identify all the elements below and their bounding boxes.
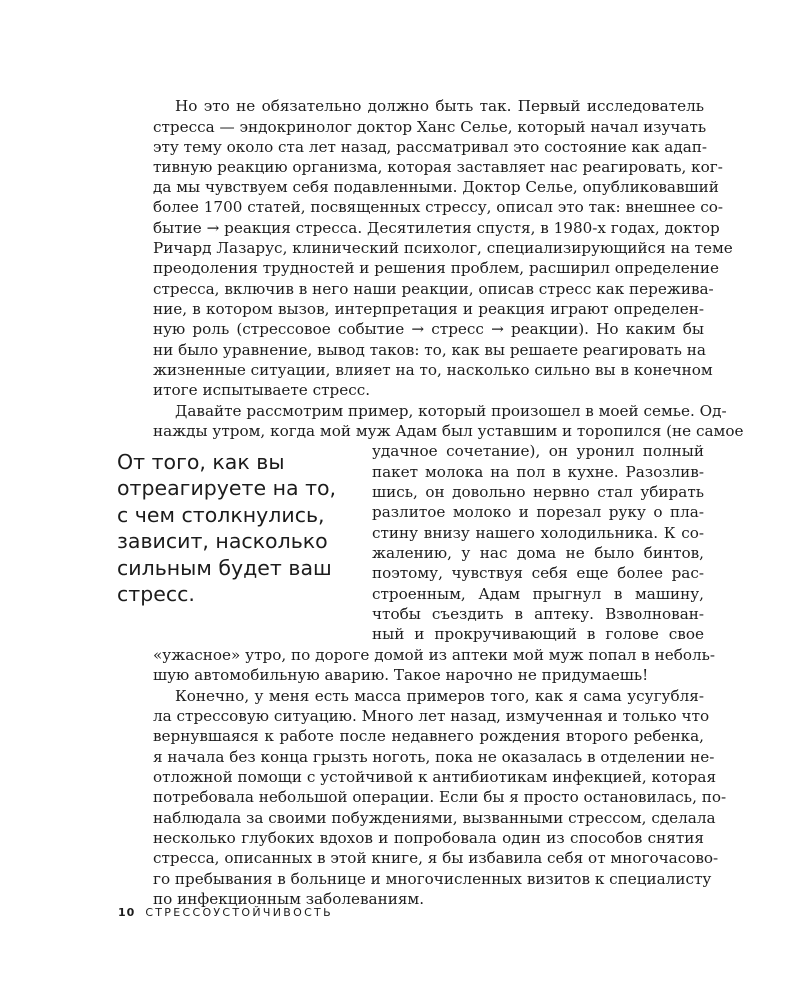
page-footer [118, 906, 333, 919]
body-line: удачное сочетание), он уронил полный [372, 442, 704, 460]
body-line: жизненные ситуации, влияет на то, насколько сильно вы в конечном [153, 361, 713, 379]
body-line: стресса, описанных в этой книге, я бы избавила себя от многочасово- [153, 849, 719, 867]
body-line: ный и прокручивающий в голове свое [372, 625, 704, 643]
body-line: по инфекционным заболеваниям. [153, 890, 425, 908]
running-title: СТРЕССОУСТОЙЧИВОСТЬ [145, 906, 333, 919]
body-line: более 1700 статей, посвященных стрессу, описал это так: внешнее со- [153, 198, 723, 216]
body-line: вернувшаяся к работе после недавнего рождения второго ребенка, [153, 727, 704, 745]
body-line: Ричард Лазарус, клинический психолог, специализирующийся на теме [153, 239, 733, 257]
body-line: чтобы съездить в аптеку. Взволнован- [372, 605, 704, 623]
body-line: несколько глубоких вдохов и попробовала один из способов снятия [153, 829, 704, 847]
body-line: итоге испытываете стресс. [153, 381, 371, 399]
body-line: эту тему около ста лет назад, рассматривал это состояние как адап- [153, 138, 708, 156]
body-line: Но это не обязательно должно быть так. Первый исследователь [175, 97, 704, 115]
body-line: строенным, Адам прыгнул в машину, [372, 585, 704, 603]
page-number: 10 [118, 906, 136, 919]
pull-quote [117, 449, 367, 607]
pull-quote-line: зависит, насколько [117, 529, 328, 554]
body-line: ную роль (стрессовое событие → стресс → реакции). Но каким бы [153, 320, 704, 338]
body-line: Давайте рассмотрим пример, который произошел в моей семье. Од- [175, 402, 727, 420]
body-line: преодоления трудностей и решения проблем, расширил определение [153, 259, 719, 277]
body-line: «ужасное» утро, по дороге домой из аптеки мой муж попал в неболь- [153, 646, 716, 664]
body-line: ние, в котором вызов, интерпретация и реакция играют определен- [153, 300, 704, 318]
pull-quote-line: отреагируете на то, [117, 476, 337, 501]
pull-quote-line: От того, как вы [117, 450, 285, 474]
body-line: поэтому, чувствуя себя еще более рас- [372, 564, 704, 582]
body-line: я начала без конца грызть ноготь, пока не оказалась в отделении не- [153, 748, 715, 766]
body-line: ла стрессовую ситуацию. Много лет назад, измученная и только что [153, 707, 710, 725]
body-line: шую автомобильную аварию. Такое нарочно не придумаешь! [153, 666, 649, 684]
body-line: шись, он довольно нервно стал убирать [372, 483, 704, 501]
body-line: да мы чувствуем себя подавленными. Доктор Селье, опубликовавший [153, 178, 719, 196]
body-line: стресса — эндокринолог доктор Ханс Селье, который начал изучать [153, 118, 707, 136]
body-line: бытие → реакция стресса. Десятилетия спустя, в 1980-х годах, доктор [153, 219, 720, 237]
body-line: разлитое молоко и порезал руку о пла- [372, 503, 704, 521]
pull-quote-line: стресс. [117, 581, 195, 606]
body-line: отложной помощи с устойчивой к антибиотикам инфекцией, которая [153, 768, 717, 786]
body-line: нажды утром, когда мой муж Адам был уставшим и торопился (не самое [153, 422, 744, 440]
body-line: стину внизу нашего холодильника. К со- [372, 524, 704, 542]
body-line: потребовала небольшой операции. Если бы я просто остановилась, по- [153, 788, 727, 806]
body-line: Конечно, у меня есть масса примеров того, как я сама усугубля- [175, 687, 704, 705]
body-line: ни было уравнение, вывод таков: то, как вы решаете реагировать на [153, 341, 706, 359]
body-line: жалению, у нас дома не было бинтов, [372, 544, 704, 562]
body-line: наблюдала за своими побуждениями, вызванными стрессом, сделала [153, 809, 716, 827]
pull-quote-line: сильным будет ваш [117, 555, 332, 580]
body-line: го пребывания в больнице и многочисленных визитов к специалисту [153, 870, 712, 888]
pull-quote-line: с чем столкнулись, [117, 502, 325, 527]
body-line: тивную реакцию организма, которая заставляет нас реагировать, ког- [153, 158, 723, 176]
body-line: пакет молока на пол в кухне. Разозлив- [372, 463, 704, 481]
body-line: стресса, включив в него наши реакции, описав стресс как пережива- [153, 280, 714, 298]
